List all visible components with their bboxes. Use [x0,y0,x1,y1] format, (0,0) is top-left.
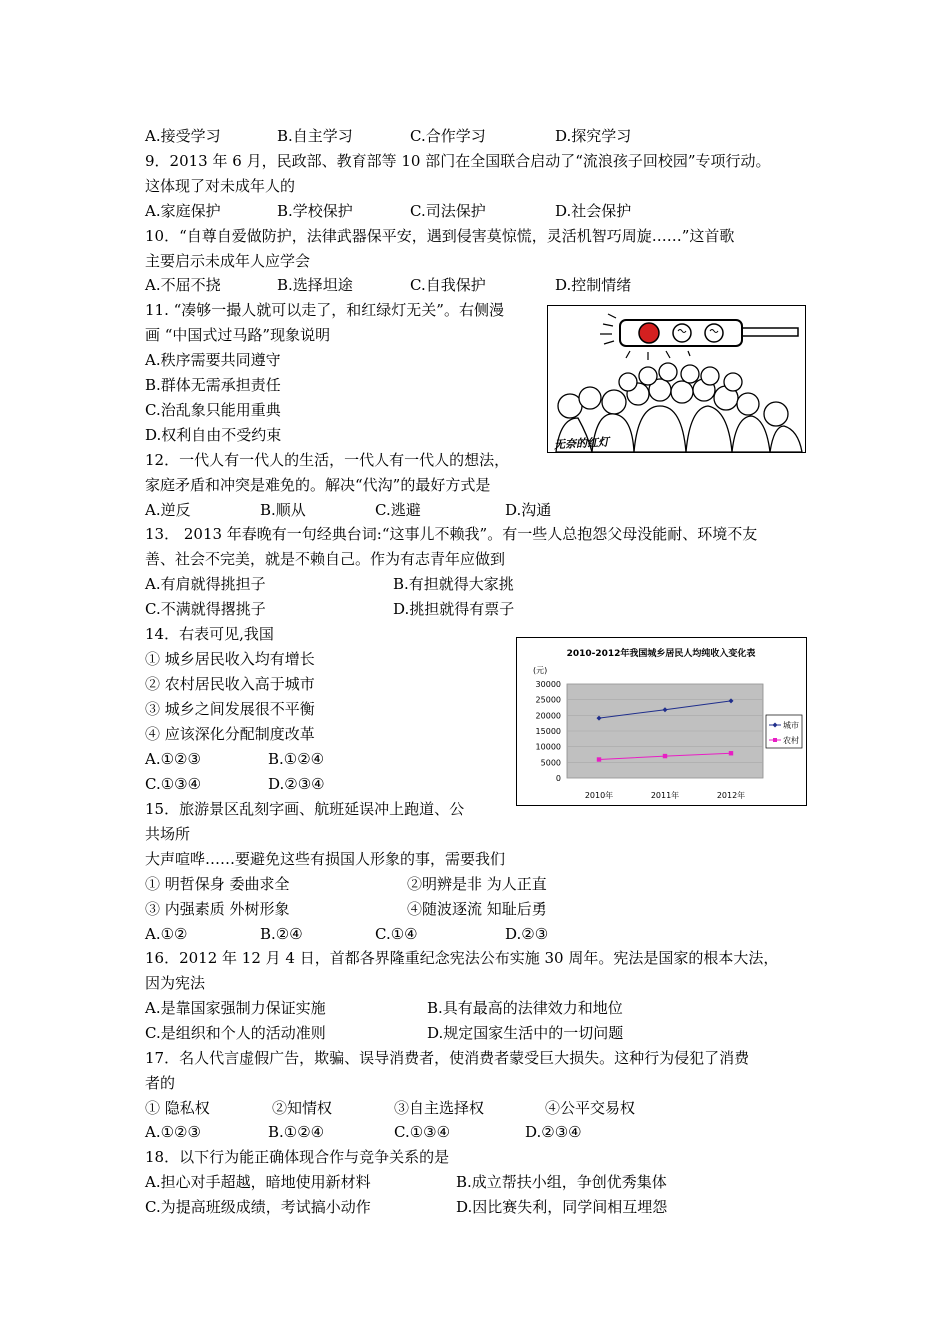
q11-option-b: B.群体无需承担责任 [145,376,281,394]
q14-option-b: B.①②④ [268,750,325,768]
q16-option-a: A.是靠国家强制力保证实施 [145,999,326,1017]
q17-statement-1: ① 隐私权 [145,1099,210,1117]
q15-statement-4: ④随波逐流 知耻后勇 [407,900,547,918]
q14-statement-2: ② 农村居民收入高于城市 [145,675,315,693]
q8-option-a: A.接受学习 [145,127,221,145]
q8-option-b: B.自主学习 [277,127,353,145]
q14-statement-4: ④ 应该深化分配制度改革 [145,725,315,743]
chart-y-axis-label: (元) [533,666,548,675]
q13-stem-line1: 13． 2013 年春晚有一句经典台词:“这事儿不赖我”。有一些人总抱怨父母没能耐、环境不友 [145,525,758,543]
q15-statement-3: ③ 内强素质 外树形象 [145,900,290,918]
q18-option-d: D.因比赛失利，同学间相互埋怨 [456,1198,668,1216]
q13-stem-line2: 善、社会不完美，就是不赖自己。作为有志青年应做到 [145,550,506,568]
chart-x-tick-label: 2010年 [584,791,614,800]
q9-option-c: C.司法保护 [410,202,486,220]
q16-stem-line1: 16．2012 年 12 月 4 日，首都各界隆重纪念宪法公布实施 30 周年。宪法是国家的根本大法， [145,949,779,967]
q11-stem-line2: 画 “中国式过马路”现象说明 [145,326,331,344]
q14-statement-1: ① 城乡居民收入均有增长 [145,650,315,668]
q16-stem-line2: 因为宪法 [145,974,206,992]
q17-statement-3: ③自主选择权 [394,1099,485,1117]
q12-option-c: C.逃避 [375,501,421,519]
q16-option-b: B.具有最高的法律效力和地位 [427,999,623,1017]
chart-legend-label: 城市 [783,721,799,730]
chart-y-tick-label: 30000 [535,680,561,689]
income-chart [516,637,807,806]
q13-option-d: D.挑担就得有票子 [393,600,515,618]
q15-option-c: C.①④ [375,925,418,943]
q10-option-c: C.自我保护 [410,276,486,294]
chart-y-tick-label: 10000 [535,742,561,752]
q10-option-b: B.选择坦途 [277,276,353,294]
q9-stem-line2: 这体现了对未成年人的 [145,177,296,195]
chart-svg [517,638,806,805]
q17-stem-line2: 者的 [145,1074,176,1092]
q17-option-a: A.①②③ [145,1123,201,1141]
chart-data-point [663,754,667,758]
chart-legend-marker [773,738,777,742]
q16-option-d: D.规定国家生活中的一切问题 [427,1024,624,1042]
q17-option-c: C.①③④ [394,1123,451,1141]
q17-option-b: B.①②④ [268,1123,325,1141]
q16-option-c: C.是组织和个人的活动准则 [145,1024,326,1042]
q11-option-c: C.治乱象只能用重典 [145,401,281,419]
red-light-icon [639,323,659,343]
chart-title: 2010-2012年我国城乡居民人均纯收入变化表 [566,649,756,659]
chart-y-tick-label: 15000 [535,727,561,736]
q15-stem-line2: 共场所 [145,825,191,843]
q15-option-a: A.①② [145,925,188,943]
q15-option-b: B.②④ [260,925,303,943]
q9-option-a: A.家庭保护 [145,202,221,220]
cartoon-caption: 无奈的红灯 [553,435,610,452]
q17-stem-line1: 17．名人代言虚假广告，欺骗、误导消费者，使消费者蒙受巨大损失。这种行为侵犯了消费 [145,1049,750,1067]
q17-statement-2: ②知情权 [272,1099,333,1117]
q9-option-b: B.学校保护 [277,202,353,220]
q8-option-c: C.合作学习 [410,127,486,145]
cartoon-drawing [548,306,805,452]
q10-stem-line2: 主要启示未成年人应学会 [145,252,311,270]
chart-y-tick-label: 0 [555,774,561,783]
chart-y-tick-label: 25000 [535,695,561,705]
chart-data-point [729,751,733,755]
chart-legend-label: 农村 [783,736,799,745]
q10-stem-line1: 10．“自尊自爱做防护，法律武器保平安，遇到侵害莫惊慌，灵活机智巧周旋……”这首歌 [145,227,735,245]
q14-option-d: D.②③④ [268,775,325,793]
jaywalking-cartoon [547,305,806,453]
q11-option-a: A.秩序需要共同遵守 [145,351,281,369]
q12-option-b: B.顺从 [260,501,306,519]
q13-option-a: A.有肩就得挑担子 [145,575,266,593]
q18-stem: 18．以下行为能正确体现合作与竞争关系的是 [145,1148,450,1166]
q9-option-d: D.社会保护 [555,202,632,220]
q9-stem-line1: 9．2013 年 6 月，民政部、教育部等 10 部门在全国联合启动了“流浪孩子回校园”专项行动。 [145,152,771,170]
q15-statement-1: ① 明哲保身 委曲求全 [145,875,290,893]
q14-statement-3: ③ 城乡之间发展很不平衡 [145,700,315,718]
q13-option-c: C.不满就得撂挑子 [145,600,266,618]
q12-stem-line1: 12．一代人有一代人的生活，一代人有一代人的想法， [145,451,510,469]
q18-option-c: C.为提高班级成绩，考试搞小动作 [145,1198,371,1216]
q18-option-b: B.成立帮扶小组，争创优秀集体 [456,1173,667,1191]
q11-stem-line1: 11. “凑够一撮人就可以走了，和红绿灯无关”。右侧漫 [145,301,504,319]
q15-option-d: D.②③ [505,925,549,943]
q10-option-d: D.控制情绪 [555,276,632,294]
q17-option-d: D.②③④ [525,1123,582,1141]
chart-y-tick-label: 5000 [540,758,561,768]
chart-y-tick-label: 20000 [535,711,561,721]
q14-stem: 14．右表可见,我国 [145,625,274,643]
q14-option-c: C.①③④ [145,775,202,793]
q14-option-a: A.①②③ [145,750,201,768]
chart-x-tick-label: 2011年 [650,791,680,800]
q11-option-d: D.权利自由不受约束 [145,426,282,444]
q12-option-d: D.沟通 [505,501,552,519]
chart-data-point [597,757,601,761]
q15-statement-2: ②明辨是非 为人正直 [407,875,547,893]
q10-option-a: A.不屈不挠 [145,276,221,294]
q12-stem-line2: 家庭矛盾和冲突是难免的。解决“代沟”的最好方式是 [145,476,491,494]
q18-option-a: A.担心对手超越，暗地使用新材料 [145,1173,371,1191]
chart-x-tick-label: 2012年 [716,791,746,800]
q12-option-a: A.逆反 [145,501,191,519]
q17-statement-4: ④公平交易权 [545,1099,636,1117]
q15-stem-line3: 大声喧哗……要避免这些有损国人形象的事，需要我们 [145,850,506,868]
q8-option-d: D.探究学习 [555,127,632,145]
q15-stem-line1: 15．旅游景区乱刻字画、航班延误冲上跑道、公 [145,800,465,818]
q13-option-b: B.有担就得大家挑 [393,575,514,593]
